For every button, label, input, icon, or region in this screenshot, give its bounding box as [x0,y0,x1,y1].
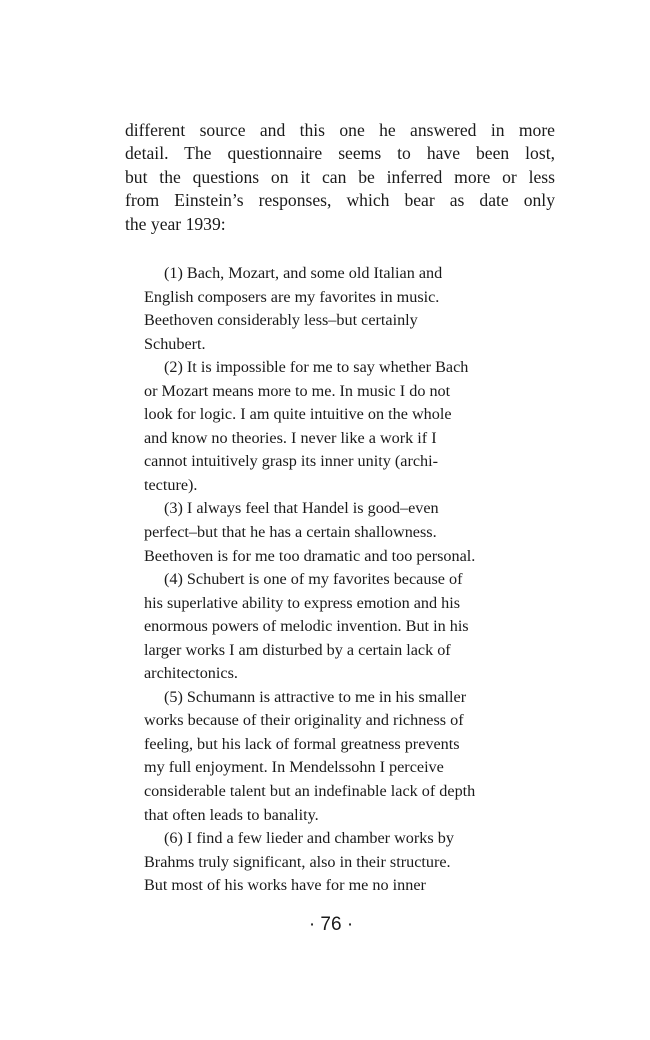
answer-line: his superlative ability to express emotion and his [144,593,461,612]
answer-line: larger works I am disturbed by a certain lack of [144,640,451,659]
answer-line: or Mozart means more to me. In music I do not [144,381,451,400]
answer-line: (6) I find a few lieder and chamber works by [164,829,454,848]
answer-line: considerable talent but an indefinable lack of depth [144,782,476,801]
answer-line: (5) Schumann is attractive to me in his smaller [164,687,467,706]
intro-line: different source and this one he answered in more [125,120,555,140]
answer-line: perfect–but that he has a certain shallowness. [144,523,437,542]
answer-line: Schubert. [144,334,206,353]
page-number: · 76 · [308,914,354,935]
answer-4 [144,568,564,686]
answer-line: look for logic. I am quite intuitive on the whole [144,405,452,424]
answer-line: Brahms truly significant, also in their structure. [144,852,451,871]
answer-line: (3) I always feel that Handel is good–even [164,499,439,518]
answer-6 [144,827,564,898]
answer-line: works because of their originality and richness of [144,711,464,730]
answer-line: (1) Bach, Mozart, and some old Italian and [164,264,443,282]
answer-line: that often leads to banality. [144,805,319,824]
answer-line: architectonics. [144,664,238,683]
answer-line: cannot intuitively grasp its inner unity (archi- [144,452,438,471]
answer-line: enormous powers of melodic invention. But in his [144,617,469,636]
answer-line: (4) Schubert is one of my favorites because of [164,570,463,589]
answer-line: Beethoven is for me too dramatic and too personal. [144,546,476,565]
einstein-answers-block [144,262,564,898]
answer-line: and know no theories. I never like a work if I [144,428,437,447]
answer-line: English composers are my favorites in music. [144,287,440,306]
intro-line: detail. The questionnaire seems to have been lost, [125,143,555,164]
answer-line: feeling, but his lack of formal greatness prevents [144,734,460,753]
answer-2 [144,356,564,497]
intro-line: the year 1939: [125,213,226,234]
answer-line: my full enjoyment. In Mendelssohn I perceive [144,758,444,777]
answer-line: But most of his works have for me no inner [144,876,426,895]
answer-5 [144,686,564,827]
intro-paragraph [125,119,555,236]
answer-line: Beethoven considerably less–but certainly [144,311,418,330]
answer-1 [144,262,564,356]
intro-line: but the questions on it can be inferred more or less [125,166,555,187]
answer-line: (2) It is impossible for me to say whether Bach [164,358,469,377]
answer-3 [144,497,564,568]
answer-line: tecture). [144,475,198,494]
intro-line: from Einstein’s responses, which bear as date only [125,190,555,211]
